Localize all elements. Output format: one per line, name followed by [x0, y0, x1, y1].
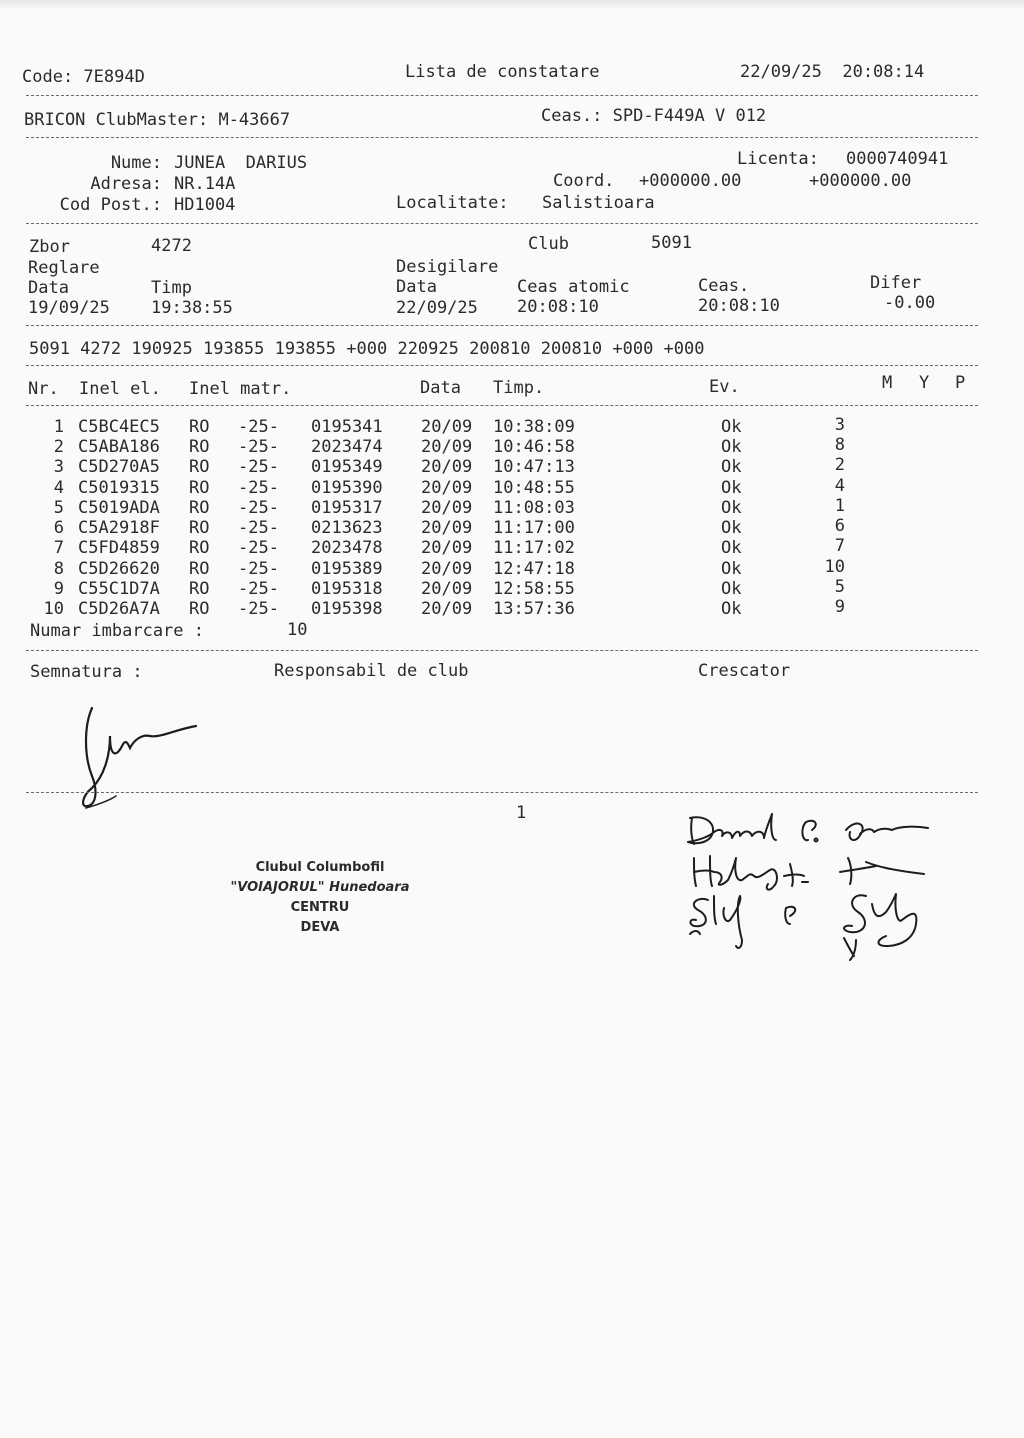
row-ev: Ok [721, 599, 742, 619]
row-country: RO [189, 559, 210, 579]
paper-edge-shadow [0, 0, 1024, 10]
license-label: Licenta: [737, 149, 819, 169]
postal-label: Cod Post.: [59, 195, 162, 215]
row-timp: 10:47:13 [493, 457, 575, 477]
row-data: 20/09 [421, 579, 473, 599]
desig-data: 22/09/25 [396, 298, 478, 318]
row-matr: 2023474 [311, 437, 383, 457]
col-p: P [955, 373, 966, 393]
row-timp: 13:57:36 [493, 599, 575, 619]
breeder-locality: Salistioara [542, 193, 655, 213]
row-year: -25- [238, 559, 279, 579]
row-timp: 12:58:55 [493, 579, 575, 599]
row-inel-el: C5D26620 [78, 559, 160, 579]
row-country: RO [189, 498, 210, 518]
row-matr: 0195390 [311, 478, 383, 498]
row-ev: Ok [721, 518, 742, 538]
desigilare-label: Desigilare [396, 257, 499, 277]
row-country: RO [189, 478, 210, 498]
row-timp: 11:17:00 [493, 518, 575, 538]
stamp-line-3: CENTRU [290, 900, 350, 915]
committee-signatures [680, 800, 940, 970]
table-row [0, 579, 1024, 599]
row-ev: Ok [721, 559, 742, 579]
col-y: Y [919, 373, 930, 393]
divider [26, 95, 978, 96]
flight-summary-line: 5091 4272 190925 193855 193855 +000 220925 200810 200810 +000 +000 [29, 339, 705, 359]
row-m: 3 [834, 415, 845, 435]
row-inel-el: C55C1D7A [78, 579, 160, 599]
row-year: -25- [238, 599, 279, 619]
row-year: -25- [238, 538, 279, 558]
row-m: 5 [834, 577, 845, 597]
row-timp: 10:38:09 [493, 417, 575, 437]
row-m: 6 [834, 516, 845, 536]
stamp-line-2: "VOIAJORUL" Hunedoara [230, 880, 410, 895]
row-m: 4 [834, 476, 845, 496]
row-matr: 0213623 [311, 518, 383, 538]
row-year: -25- [238, 498, 279, 518]
row-nr: 1 [53, 417, 64, 437]
clock-id: Ceas.: SPD-F449A V 012 [541, 106, 767, 126]
row-timp: 12:47:18 [493, 559, 575, 579]
table-row [0, 498, 1024, 518]
row-data: 20/09 [421, 457, 473, 477]
row-ev: Ok [721, 457, 742, 477]
row-data: 20/09 [421, 599, 473, 619]
row-country: RO [189, 457, 210, 477]
row-inel-el: C5A2918F [78, 518, 160, 538]
col-inel-el: Inel el. [79, 379, 161, 399]
row-inel-el: C5D270A5 [78, 457, 160, 477]
reglare-label: Reglare [28, 258, 100, 278]
desig-clock-time: 20:08:10 [698, 296, 780, 316]
row-nr: 5 [53, 498, 64, 518]
row-data: 20/09 [421, 417, 473, 437]
row-nr: 10 [43, 599, 64, 619]
row-data: 20/09 [421, 538, 473, 558]
row-year: -25- [238, 579, 279, 599]
page-number: 1 [516, 803, 527, 823]
breeder-name: JUNEA DARIUS [174, 153, 308, 173]
col-ev: Ev. [709, 377, 740, 397]
divider [26, 405, 978, 406]
row-timp: 10:48:55 [493, 478, 575, 498]
row-data: 20/09 [421, 518, 473, 538]
club-stamp [200, 858, 440, 938]
locality-label: Localitate: [396, 193, 509, 213]
row-country: RO [189, 417, 210, 437]
row-inel-el: C5FD4859 [78, 538, 160, 558]
divider [26, 650, 978, 651]
row-nr: 7 [53, 538, 64, 558]
name-label: Nume: [110, 153, 162, 173]
divider [26, 365, 978, 366]
reglare-data-label: Data [28, 278, 69, 298]
zbor-value: 4272 [151, 236, 192, 256]
row-nr: 4 [53, 478, 64, 498]
desig-atomic-time: 20:08:10 [517, 297, 599, 317]
row-nr: 3 [53, 457, 64, 477]
row-data: 20/09 [421, 498, 473, 518]
breeder-postal: HD1004 [174, 195, 236, 215]
row-year: -25- [238, 457, 279, 477]
table-row [0, 478, 1024, 498]
responsabil-label: Responsabil de club [274, 661, 469, 681]
row-timp: 11:08:03 [493, 498, 575, 518]
row-country: RO [189, 599, 210, 619]
stamp-line-1: Clubul Columbofil [255, 860, 385, 875]
col-data: Data [420, 378, 461, 398]
row-ev: Ok [721, 437, 742, 457]
total-value: 10 [287, 620, 308, 640]
row-ev: Ok [721, 417, 742, 437]
row-year: -25- [238, 437, 279, 457]
row-inel-el: C5BC4EC5 [78, 417, 160, 437]
row-year: -25- [238, 518, 279, 538]
row-data: 20/09 [421, 437, 473, 457]
table-row [0, 559, 1024, 579]
row-matr: 0195389 [311, 559, 383, 579]
row-m: 8 [834, 435, 845, 455]
row-ev: Ok [721, 538, 742, 558]
row-inel-el: C5019ADA [78, 498, 160, 518]
row-matr: 0195398 [311, 599, 383, 619]
row-country: RO [189, 579, 210, 599]
row-m: 10 [824, 557, 845, 577]
table-row [0, 538, 1024, 558]
club-label: Club [528, 234, 569, 254]
col-timp: Timp. [493, 378, 545, 398]
device-id: BRICON ClubMaster: M-43667 [24, 110, 291, 130]
club-value: 5091 [651, 233, 692, 253]
total-label: Numar imbarcare : [30, 621, 204, 641]
divider [26, 325, 978, 326]
row-country: RO [189, 437, 210, 457]
semnatura-label: Semnatura : [30, 662, 143, 682]
divider [26, 792, 978, 793]
breeder-license: 0000740941 [846, 149, 949, 169]
row-year: -25- [238, 417, 279, 437]
crescator-label: Crescator [698, 661, 791, 681]
breeder-address: NR.14A [174, 174, 236, 194]
handwritten-signature [70, 696, 210, 816]
row-data: 20/09 [421, 559, 473, 579]
row-m: 9 [834, 597, 845, 617]
row-matr: 0195318 [311, 579, 383, 599]
row-timp: 11:17:02 [493, 538, 575, 558]
stamp-line-4: DEVA [300, 920, 340, 935]
difer-value: -0.00 [884, 293, 936, 313]
row-nr: 6 [53, 518, 64, 538]
desig-data-label: Data [396, 277, 437, 297]
row-nr: 2 [53, 437, 64, 457]
ceas-atomic-label: Ceas atomic [517, 277, 630, 297]
row-country: RO [189, 538, 210, 558]
row-country: RO [189, 518, 210, 538]
reglare-timp: 19:38:55 [151, 298, 233, 318]
col-inel-matr: Inel matr. [189, 379, 292, 399]
coord-label: Coord. [553, 171, 615, 191]
row-data: 20/09 [421, 478, 473, 498]
row-matr: 0195349 [311, 457, 383, 477]
row-inel-el: C5019315 [78, 478, 160, 498]
col-m: M [882, 373, 893, 393]
coord-x: +000000.00 [639, 171, 742, 191]
row-nr: 9 [53, 579, 64, 599]
row-matr: 2023478 [311, 538, 383, 558]
table-row [0, 599, 1024, 619]
ceas-label: Ceas. [698, 276, 750, 296]
row-ev: Ok [721, 579, 742, 599]
row-m: 7 [834, 536, 845, 556]
reglare-data: 19/09/25 [28, 298, 110, 318]
row-m: 2 [834, 455, 845, 475]
row-nr: 8 [53, 559, 64, 579]
coord-y: +000000.00 [809, 171, 912, 191]
row-matr: 0195341 [311, 417, 383, 437]
document-datetime: 22/09/25 20:08:14 [740, 62, 925, 82]
document-title: Lista de constatare [405, 62, 600, 82]
row-year: -25- [238, 478, 279, 498]
row-timp: 10:46:58 [493, 437, 575, 457]
table-row [0, 417, 1024, 437]
zbor-label: Zbor [29, 237, 70, 257]
address-label: Adresa: [90, 174, 162, 194]
reglare-timp-label: Timp [151, 278, 192, 298]
row-inel-el: C5ABA186 [78, 437, 160, 457]
difer-label: Difer [870, 273, 922, 293]
row-inel-el: C5D26A7A [78, 599, 160, 619]
row-ev: Ok [721, 478, 742, 498]
divider [26, 137, 978, 138]
divider [26, 223, 978, 224]
document-code: Code: 7E894D [22, 67, 145, 87]
row-matr: 0195317 [311, 498, 383, 518]
row-m: 1 [834, 496, 845, 516]
table-row [0, 518, 1024, 538]
table-row [0, 457, 1024, 477]
row-ev: Ok [721, 498, 742, 518]
col-nr: Nr. [28, 379, 59, 399]
table-row [0, 437, 1024, 457]
